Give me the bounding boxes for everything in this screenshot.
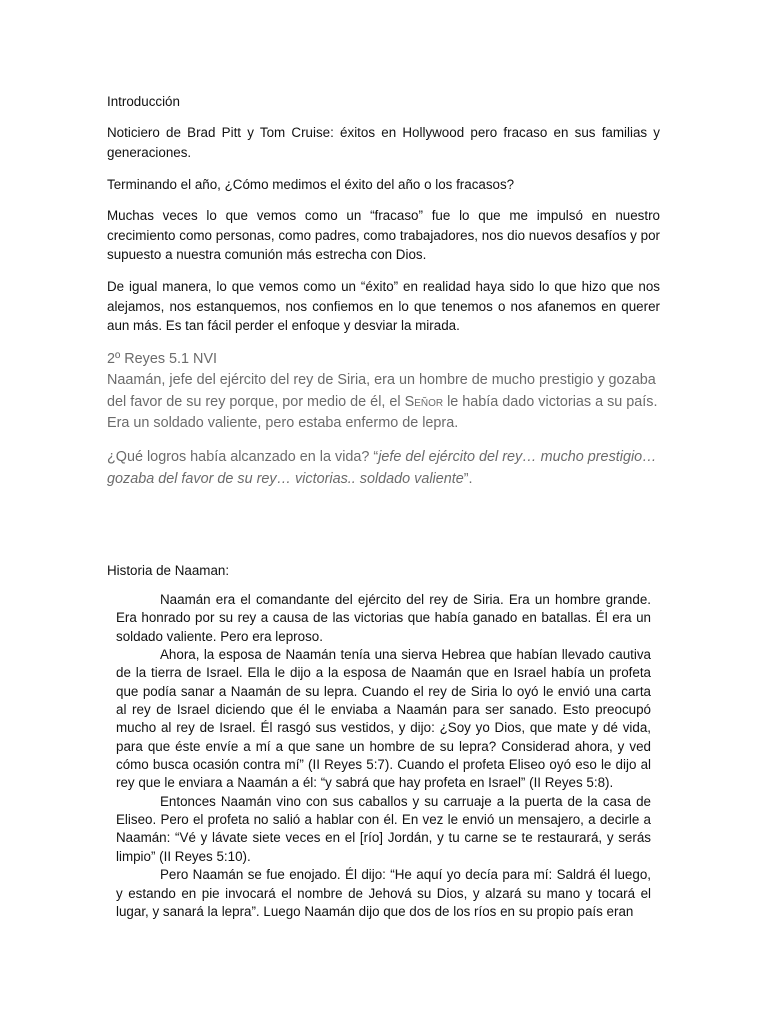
question-lead: ¿Qué logros había alcanzado en la vida? “ — [107, 449, 379, 465]
story-paragraph: Entonces Naamán vino con sus caballos y su carruaje a la puerta de la casa de Eliseo. Pero el profeta no salió a hablar con él. En vez le envió un mensajero, a decirle a Naamán: “Vé y lávate siete veces en el [río] Jordán, y tu carne se te restaurará, y serás limpio” (II Reyes 5:10). — [116, 793, 651, 864]
achievements-question — [107, 447, 660, 490]
scripture-lord: Señor — [404, 393, 444, 410]
scripture-text-after: le había dado victorias a su país. Era un soldado valiente, pero estaba enfermo de lepra. — [107, 393, 658, 431]
intro-paragraph-3: Muchas veces lo que vemos como un “fracaso” fue lo que me impulsó en nuestro crecimiento como personas, como padres, como trabajadores, nos dio nuevos desafíos y por supuesto a nuestra comunión más estrecha con Dios. — [107, 208, 660, 262]
scripture-text-before: Naamán, jefe del ejército del rey de Siria, era un hombre de mucho prestigio y gozaba del favor de su rey porque, por medio de él, el — [107, 372, 656, 410]
intro-paragraph-4: De igual manera, lo que vemos como un “éxito” en realidad haya sido lo que hizo que nos alejamos, nos estanquemos, nos confiemos en lo que tenemos o nos afanemos en querer aun más. Es tan fácil perder el enfoque y desviar la mirada. — [107, 279, 660, 333]
story-paragraph: Naamán era el comandante del ejército del rey de Siria. Era un hombre grande. Era honrado por su rey a causa de las victorias que había ganado en batallas. Él era un soldado valiente. Pero era leproso. — [116, 592, 651, 644]
question-italic: jefe del ejército del rey… mucho prestigio… gozaba del favor de su rey… victorias.. soldado valiente — [107, 449, 657, 487]
scripture-text — [107, 370, 660, 435]
story-paragraph: Ahora, la esposa de Naamán tenía una sierva Hebrea que habían llevado cautiva de la tierra de Israel. Ella le dijo a la esposa de Naamán que en Israel había un profeta que podía sanar a Naamán de su lepra. Cuando el rey de Siria lo oyó le envió una carta al rey de Israel diciendo que él le enviaba a Naamán para ser sanado. Esto preocupó mucho al rey de Israel. Él rasgó sus vestidos, y dijo: ¿Soy yo Dios, que mate y dé vida, para que éste envíe a mí a que sane un hombre de su lepra? Considerad ahora, y ved cómo busca ocasión contra mí” (II Reyes 5:7). Cuando el profeta Eliseo oyó eso le dijo al rey que le enviara a Naamán a él: “y sabrá que hay profeta en Israel” (II Reyes 5:8). — [116, 647, 651, 791]
intro-paragraph-1: Noticiero de Brad Pitt y Tom Cruise: éxitos en Hollywood pero fracaso en sus familias y generaciones. — [107, 125, 660, 160]
intro-heading: Introducción — [107, 94, 180, 109]
history-story — [116, 591, 651, 921]
question-end: ”. — [463, 470, 473, 487]
story-paragraph: Pero Naamán se fue enojado. Él dijo: “He aquí yo decía para mí: Saldrá él luego, y estando en pie invocará el nombre de Jehová su Dios, y alzará su mano y tocará el lugar, y sanará la lepra”. Luego Naamán dijo que dos de los ríos en su propio país eran — [116, 867, 651, 919]
intro-paragraph-2: Terminando el año, ¿Cómo medimos el éxito del año o los fracasos? — [107, 177, 515, 192]
scripture-reference: 2º Reyes 5.1 NVI — [107, 351, 218, 367]
history-title: Historia de Naaman: — [107, 563, 230, 578]
